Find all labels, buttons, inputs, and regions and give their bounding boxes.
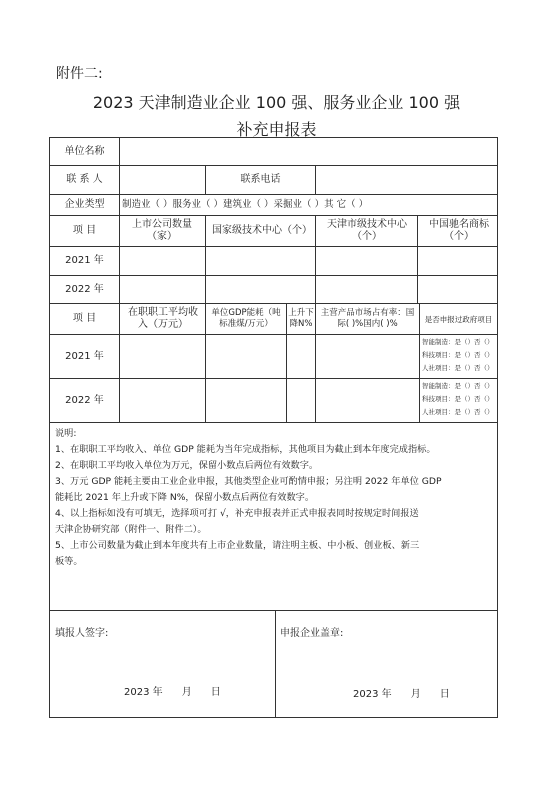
smart-manufacturing-option[interactable]: 智能制造：是（）否（） [422, 338, 494, 346]
market-share-header: 主营产品市场占有率：国际( )%国内( )% [320, 308, 415, 329]
contact-field[interactable] [120, 166, 205, 194]
notes-section [55, 426, 495, 570]
famous-trademark-header: 中国驰名商标（个） [429, 219, 489, 242]
note-line: 4、以上指标如没有可填无，选择项可打 √，补充申报表并正式申报表同时按规定时间报送 [55, 508, 419, 519]
phone-field[interactable] [316, 166, 497, 194]
row-2022-label: 2022 年 [65, 394, 104, 406]
hr-project-option[interactable]: 人社项目：是（）否（） [422, 364, 494, 372]
phone-label: 联系电话 [240, 174, 281, 185]
stamp-date[interactable]: 2023 年 月 日 [353, 689, 450, 700]
item-label: 项 目 [72, 225, 97, 236]
grid-line [286, 303, 287, 422]
unit-name-label: 单位名称 [64, 145, 105, 157]
form-title: 2023 天津制造业企业 100 强、服务业企业 100 强 [92, 93, 461, 112]
hr-project-option[interactable]: 人社项目：是（）否（） [422, 408, 494, 416]
grid-line [275, 610, 276, 717]
grid-line [205, 215, 206, 422]
tianjin-tech-center-header: 天津市级技术中心（个） [327, 219, 407, 242]
note-line: 3、万元 GDP 能耗主要由工业企业申报，其他类型企业可酌情申报；另注明 2022 年单位 GDP [55, 476, 442, 487]
row-2021-label: 2021 年 [65, 255, 104, 266]
note-line: 2、在职职工平均收入单位为万元，保留小数点后两位有效数字。 [55, 460, 319, 471]
grid-line [50, 422, 497, 423]
company-stamp-label: 申报企业盖章: [280, 628, 344, 639]
grid-line [315, 215, 316, 422]
enterprise-type-label: 企业类型 [64, 199, 105, 210]
gov-project-header: 是否申报过政府项目 [424, 314, 493, 324]
listed-companies-header: 上市公司数量（家） [132, 219, 192, 242]
application-form [49, 137, 498, 718]
grid-line [417, 215, 418, 303]
change-percent-header: 上升下降N% [288, 308, 314, 329]
tech-project-option[interactable]: 科技项目：是（）否（） [422, 351, 494, 359]
item-label: 项 目 [72, 313, 97, 324]
national-tech-center-header: 国家级技术中心（个） [212, 225, 312, 236]
row-2021-label: 2021 年 [65, 350, 104, 362]
note-line: 板等。 [55, 556, 83, 567]
form-subtitle: 补充申报表 [236, 120, 317, 139]
gdp-energy-header: 单位GDP能耗（吨标准煤/万元） [211, 308, 281, 329]
note-line: 能耗比 2021 年上升或下降 N%，保留小数点后两位有效数字。 [55, 492, 315, 503]
enterprise-type-options[interactable]: 制造业（ ）服务业（ ）建筑业（ ）采掘业（ ）其 它（ ） [122, 199, 369, 210]
contact-label: 联 系 人 [66, 174, 103, 185]
filler-signature-label: 填报人签字: [55, 628, 109, 639]
row-2022-label: 2022 年 [65, 283, 104, 295]
filler-date[interactable]: 2023 年 月 日 [124, 687, 221, 698]
tech-project-option[interactable]: 科技项目：是（）否（） [422, 395, 494, 403]
note-line: 5、上市公司数量为截止到本年度共有上市企业数量，请注明主板、中小板、创业板、新三 [55, 540, 420, 551]
smart-manufacturing-option[interactable]: 智能制造：是（）否（） [422, 382, 494, 390]
note-line: 天津企协研究部（附件一、附件二）。 [55, 524, 207, 535]
note-line: 1、在职职工平均收入、单位 GDP 能耗为当年完成指标，其他项目为截止到本年度完成指标。 [55, 444, 436, 455]
notes-heading: 说明: [55, 428, 77, 439]
attachment-label: 附件二: [56, 66, 103, 82]
avg-income-header: 在职职工平均收入（万元） [128, 307, 198, 330]
grid-line [50, 610, 497, 611]
unit-name-field[interactable] [120, 138, 497, 165]
